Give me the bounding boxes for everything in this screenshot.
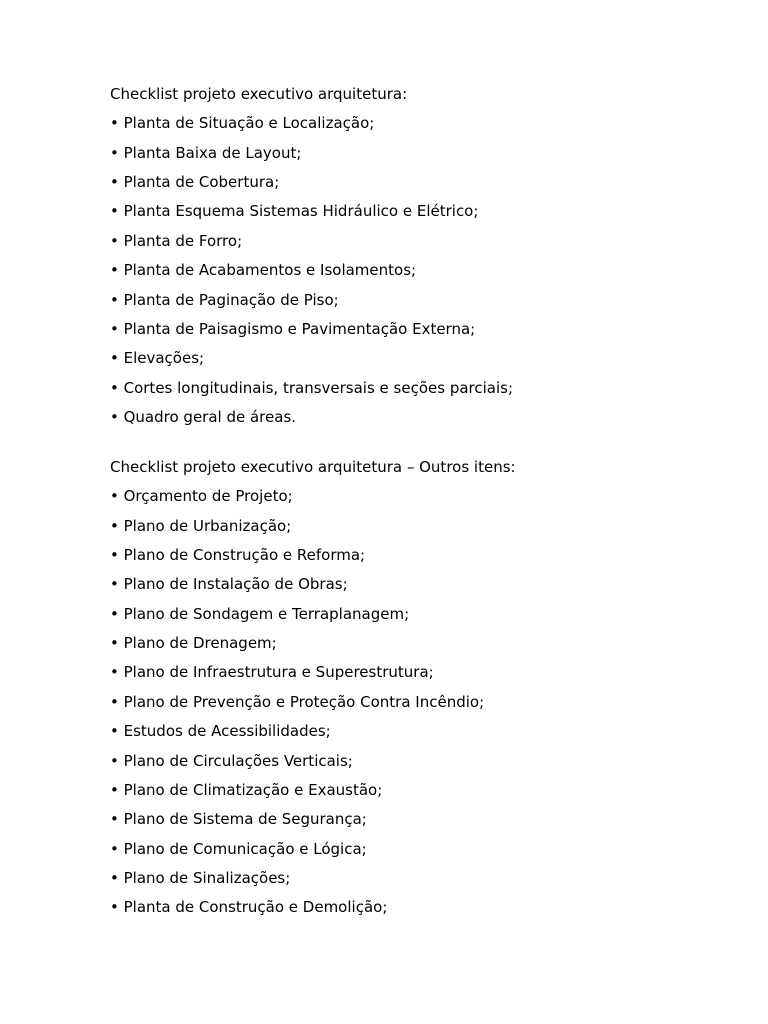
list-item: • Planta de Acabamentos e Isolamentos; [110, 261, 417, 280]
list-item: • Plano de Comunicação e Lógica; [110, 839, 367, 858]
checklist-section-other-items [110, 457, 750, 917]
list-item: • Cortes longitudinais, transversais e seções parciais; [110, 378, 514, 397]
list-item: • Orçamento de Projeto; [110, 487, 293, 506]
list-item: • Planta de Forro; [110, 231, 243, 250]
checklist-list [110, 486, 750, 917]
list-item: • Plano de Prevenção e Proteção Contra Incêndio; [110, 692, 485, 711]
list-item: • Plano de Sondagem e Terraplanagem; [110, 604, 410, 623]
document-page [110, 84, 750, 917]
checklist-list [110, 113, 750, 427]
list-item: • Planta Baixa de Layout; [110, 143, 302, 162]
list-item: • Plano de Sinalizações; [110, 868, 291, 887]
list-item: • Quadro geral de áreas. [110, 407, 297, 426]
list-item: • Planta de Paisagismo e Pavimentação Externa; [110, 319, 476, 338]
list-item: • Plano de Drenagem; [110, 634, 277, 653]
list-item: • Planta Esquema Sistemas Hidráulico e Elétrico; [110, 202, 479, 221]
list-item: • Planta de Situação e Localização; [110, 114, 375, 133]
list-item: • Plano de Instalação de Obras; [110, 575, 348, 594]
list-item: • Plano de Sistema de Segurança; [110, 810, 367, 829]
list-item: • Elevações; [110, 349, 205, 368]
list-item: • Plano de Infraestrutura e Superestrutura; [110, 663, 434, 682]
list-item: • Estudos de Acessibilidades; [110, 722, 331, 741]
list-item: • Plano de Construção e Reforma; [110, 546, 366, 565]
list-item: • Planta de Paginação de Piso; [110, 290, 339, 309]
checklist-section-main [110, 84, 750, 427]
section-title: Checklist projeto executivo arquitetura: [110, 85, 408, 103]
list-item: • Plano de Circulações Verticais; [110, 751, 353, 770]
section-title: Checklist projeto executivo arquitetura – Outros itens: [110, 457, 516, 476]
list-item: • Plano de Urbanização; [110, 516, 292, 535]
list-item: • Plano de Climatização e Exaustão; [110, 780, 383, 799]
list-item: • Planta de Construção e Demolição; [110, 898, 388, 917]
list-item: • Planta de Cobertura; [110, 173, 280, 192]
